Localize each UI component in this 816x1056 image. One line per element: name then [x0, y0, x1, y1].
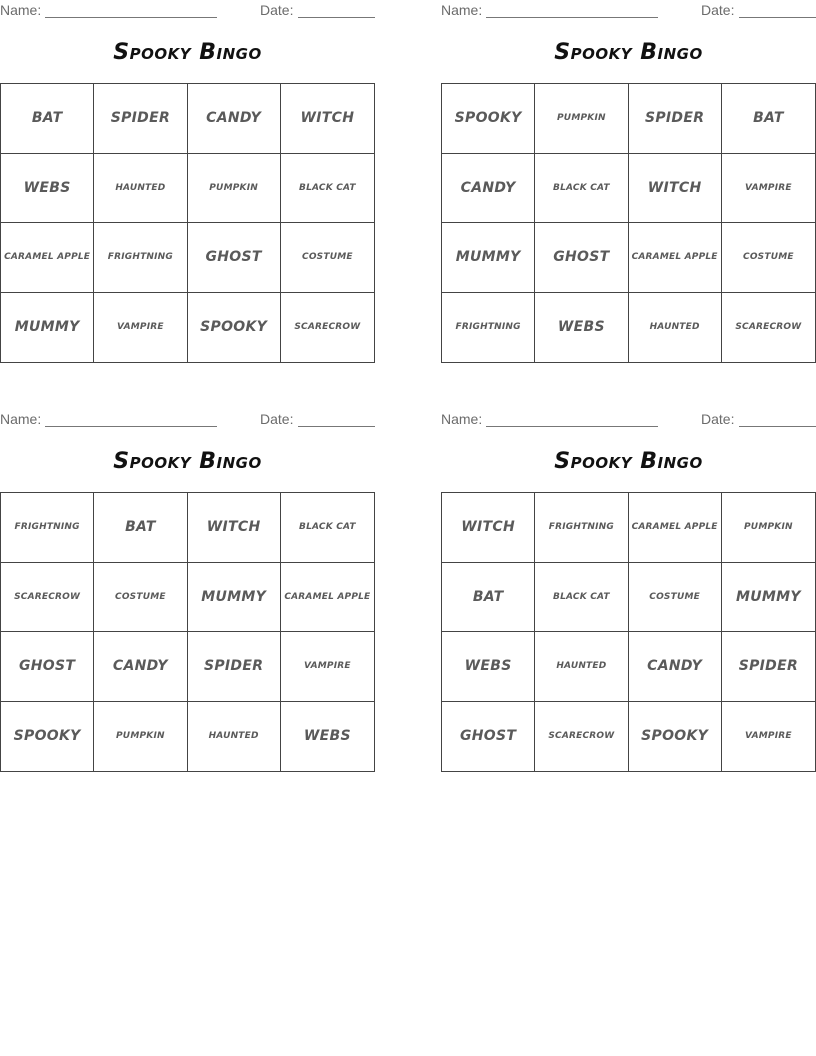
bingo-cell: SPOOKY: [442, 84, 535, 154]
name-label: Name:: [0, 411, 42, 427]
bingo-cell: BAT: [94, 493, 187, 563]
date-label: Date:: [701, 2, 735, 18]
bingo-cell: SCARECROW: [735, 322, 802, 333]
bingo-cell: FRIGHTNING: [1, 493, 94, 563]
date-blank-line: [739, 411, 816, 427]
bingo-cell: GHOST: [1, 632, 94, 702]
bingo-cell: SPOOKY: [1, 702, 94, 772]
name-label: Name:: [441, 411, 483, 427]
bingo-cell: MUMMY: [188, 563, 281, 633]
bingo-cell: CARAMEL APPLE: [1, 223, 94, 293]
name-label: Name:: [441, 2, 483, 18]
bingo-cell: BLACK CAT: [281, 154, 374, 224]
bingo-cell: PUMPKIN: [188, 154, 281, 224]
bingo-cell: SPOOKY: [188, 293, 281, 363]
card-title: Spooky Bingo: [113, 40, 262, 65]
bingo-cell: COSTUME: [629, 563, 722, 633]
bingo-cell: BLACK CAT: [535, 563, 628, 633]
bingo-cell: SPIDER: [629, 84, 722, 154]
bingo-cell: MUMMY: [442, 223, 535, 293]
bingo-cell: PUMPKIN: [722, 493, 815, 563]
bingo-cell: CANDY: [94, 632, 187, 702]
bingo-cell: WEBS: [1, 154, 94, 224]
bingo-cell: HAUNTED: [94, 154, 187, 224]
name-date-row: [441, 2, 816, 20]
bingo-cell: PUMPKIN: [535, 84, 628, 154]
bingo-grid: [441, 83, 816, 363]
name-blank-line: [486, 2, 658, 18]
date-blank-line: [298, 411, 375, 427]
bingo-cell: COSTUME: [722, 223, 815, 293]
name-label: Name:: [0, 2, 42, 18]
bingo-cell: COSTUME: [281, 223, 374, 293]
bingo-cell: SCARECROW: [1, 563, 94, 633]
name-blank-line: [45, 2, 217, 18]
name-blank-line: [486, 411, 658, 427]
bingo-cell: WITCH: [281, 84, 374, 154]
bingo-cell: HAUNTED: [629, 293, 722, 363]
bingo-cell: HAUNTED: [535, 632, 628, 702]
bingo-cell: WEBS: [442, 632, 535, 702]
bingo-cell: GHOST: [442, 702, 535, 772]
bingo-cell: COSTUME: [94, 563, 187, 633]
bingo-cell: FRIGHTNING: [535, 493, 628, 563]
date-label: Date:: [260, 2, 294, 18]
bingo-cell: CANDY: [629, 632, 722, 702]
bingo-grid: [0, 492, 375, 772]
bingo-cell: SCARECROW: [535, 702, 628, 772]
bingo-cell: VAMPIRE: [722, 154, 815, 224]
bingo-cell: GHOST: [188, 223, 281, 293]
card-title: Spooky Bingo: [113, 449, 262, 474]
date-blank-line: [298, 2, 375, 18]
bingo-cell: CANDY: [442, 154, 535, 224]
date-label: Date:: [260, 411, 294, 427]
bingo-card-3: [0, 409, 375, 774]
bingo-cell: CARAMEL APPLE: [629, 493, 722, 563]
bingo-cell: SPOOKY: [629, 702, 722, 772]
bingo-card-2: [441, 0, 816, 365]
date-label: Date:: [701, 411, 735, 427]
bingo-cell: BAT: [722, 84, 815, 154]
card-title: Spooky Bingo: [554, 40, 703, 65]
bingo-cell: BLACK CAT: [281, 493, 374, 563]
bingo-cell: MUMMY: [722, 563, 815, 633]
bingo-cell: SPIDER: [722, 632, 815, 702]
bingo-cell: WEBS: [535, 293, 628, 363]
bingo-cell: WEBS: [303, 728, 351, 745]
bingo-grid: [0, 83, 375, 363]
bingo-cell: CARAMEL APPLE: [629, 223, 722, 293]
bingo-card-4: [441, 409, 816, 774]
bingo-cell: WITCH: [442, 493, 535, 563]
bingo-cell: SPIDER: [94, 84, 187, 154]
bingo-cell: BLACK CAT: [535, 154, 628, 224]
bingo-cell: VAMPIRE: [281, 632, 374, 702]
name-date-row: [0, 2, 375, 20]
bingo-cell: FRIGHTNING: [94, 223, 187, 293]
bingo-cell: CANDY: [188, 84, 281, 154]
bingo-cell: PUMPKIN: [94, 702, 187, 772]
bingo-cell: WITCH: [629, 154, 722, 224]
bingo-cell: SPIDER: [188, 632, 281, 702]
card-title: Spooky Bingo: [554, 449, 703, 474]
date-blank-line: [739, 2, 816, 18]
bingo-cell: GHOST: [535, 223, 628, 293]
name-date-row: [0, 411, 375, 429]
bingo-cell: FRIGHTNING: [442, 293, 535, 363]
bingo-cell: WITCH: [188, 493, 281, 563]
name-date-row: [441, 411, 816, 429]
bingo-grid: [441, 492, 816, 772]
bingo-card-1: [0, 0, 375, 365]
bingo-cell: VAMPIRE: [745, 731, 792, 742]
bingo-cell: SCARECROW: [294, 322, 361, 333]
bingo-cell: VAMPIRE: [94, 293, 187, 363]
bingo-cell: CARAMEL APPLE: [281, 563, 374, 633]
name-blank-line: [45, 411, 217, 427]
bingo-cell: BAT: [1, 84, 94, 154]
bingo-cell: BAT: [442, 563, 535, 633]
bingo-cell: HAUNTED: [188, 702, 281, 772]
bingo-cell: MUMMY: [1, 293, 94, 363]
